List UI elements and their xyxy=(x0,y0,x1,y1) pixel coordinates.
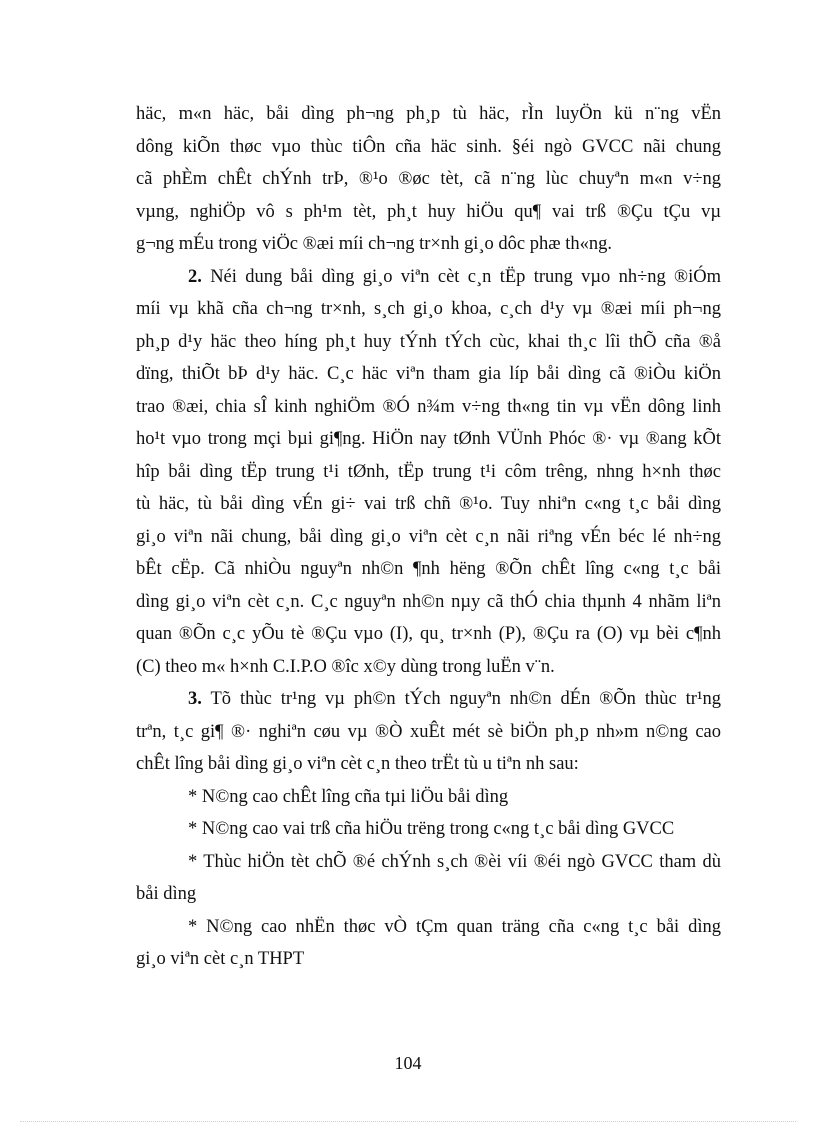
page-number: 104 xyxy=(394,1053,422,1073)
text-line: chÊt lîng båi dìng gi¸o viªn cèt c¸n theo trËt tù u tiªn nh sau: xyxy=(136,754,579,774)
paragraph-number: 3. xyxy=(188,689,202,709)
text-line: hîp båi dìng tËp trung t¹i tØnh, tËp trung t¹i côm trêng, nhng h×nh thøc xyxy=(136,461,721,482)
bullet-item: * N©ng cao vai trß cña hiÖu trëng trong c«ng t¸c båi dìng GVCC xyxy=(188,819,675,839)
bullet-item: * Thùc hiÖn tèt chÕ ®é chÝnh s¸ch ®èi víi ®éi ngò GVCC tham dù xyxy=(188,851,721,872)
text-line: míi vµ khã cña ch¬ng tr×nh, s¸ch gi¸o khoa, c¸ch d¹y vµ ®æi míi ph¬ng xyxy=(136,299,721,319)
bullet-item: * N©ng cao chÊt lîng cña tµi liÖu båi dìng xyxy=(188,786,509,807)
text-line: dïng, thiÕt bÞ d¹y häc. C¸c häc viªn tham gia líp båi dìng cã ®iÒu kiÖn xyxy=(136,364,721,384)
text-line: trao ®æi, chia sÎ kinh nghiÖm ®Ó n¾m v÷ng th«ng tin vµ vËn dông linh xyxy=(136,396,721,417)
page-bottom-border xyxy=(20,1121,796,1122)
text-line: g¬ng mÉu trong viÖc ®æi míi ch¬ng tr×nh gi¸o dôc phæ th«ng. xyxy=(136,234,612,254)
text-line: tù häc, tù båi dìng vÉn gi÷ vai trß chñ ®¹o. Tuy nhiªn c«ng t¸c båi dìng xyxy=(136,494,721,514)
paragraph-number: 2. xyxy=(188,266,202,287)
text-line: ho¹t vµo trong mçi bµi gi¶ng. HiÖn nay tØnh VÜnh Phóc ®· vµ ®ang kÕt xyxy=(136,429,721,449)
body-text xyxy=(136,98,721,976)
text-line: vµng, nghiÖp vô s ph¹m tèt, ph¸t huy hiÖu qu¶ vai trß ®Çu tÇu vµ xyxy=(136,201,721,222)
text-line: gi¸o viªn cèt c¸n THPT xyxy=(136,949,305,969)
text-line: gi¸o viªn nãi chung, båi dìng gi¸o viªn cèt c¸n nãi riªng vÉn béc lé nh÷ng xyxy=(136,526,721,547)
text-line: bÊt cËp. Cã nhiÒu nguyªn nh©n ¶nh hëng ®Õn chÊt lîng c«ng t¸c båi xyxy=(136,559,721,579)
text-line: trªn, t¸c gi¶ ®· nghiªn cøu vµ ®Ò xuÊt mét sè biÖn ph¸p nh»m n©ng cao xyxy=(136,721,721,742)
text-line: dông kiÕn thøc vµo thùc tiÔn cña häc sinh. §éi ngò GVCC nãi chung xyxy=(136,136,721,157)
text-line: Tõ thùc tr¹ng vµ ph©n tÝch nguyªn nh©n dÉn ®Õn thùc tr¹ng xyxy=(201,689,721,709)
text-line: häc, m«n häc, båi dìng ph¬ng ph¸p tù häc, rÌn luyÖn kü n¨ng vËn xyxy=(136,104,721,124)
text-line: (C) theo m« h×nh C.I.P.O ®îc x©y dùng trong luËn v¨n. xyxy=(136,656,555,677)
bullet-item: * N©ng cao nhËn thøc vÒ tÇm quan träng cña c«ng t¸c båi dìng xyxy=(188,916,721,937)
text-line: cã phÈm chÊt chÝnh trÞ, ®¹o ®øc tèt, cã n¨ng lùc chuyªn m«n v÷ng xyxy=(136,169,721,189)
text-line: ph¸p d¹y häc theo híng ph¸t huy tÝnh tÝch cùc, khai th¸c lîi thÕ cña ®å xyxy=(136,331,721,352)
text-line: dìng gi¸o viªn cèt c¸n. C¸c nguyªn nh©n nµy cã thÓ chia thµnh 4 nhãm liªn xyxy=(136,591,721,612)
paragraph-3-first-line xyxy=(136,683,721,716)
text-line: Néi dung båi dìng gi¸o viªn cèt c¸n tËp trung vµo nh÷ng ®iÓm xyxy=(201,266,721,287)
text-line: quan ®Õn c¸c yÕu tè ®Çu vµo (I), qu¸ tr×nh (P), ®Çu ra (O) vµ bèi c¶nh xyxy=(136,624,721,644)
text-line: båi dìng xyxy=(136,884,197,904)
paragraph-2-first-line xyxy=(136,261,721,294)
